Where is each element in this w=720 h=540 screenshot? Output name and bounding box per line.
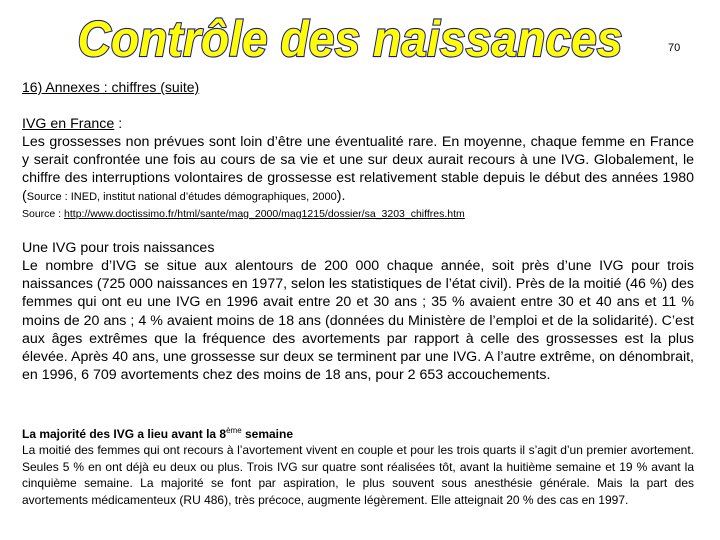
page-number: 70: [668, 42, 681, 54]
ivg-heading: IVG en France: [22, 116, 115, 132]
title-wordart: [60, 6, 640, 68]
section2-heading: Une IVG pour trois naissances: [22, 240, 215, 256]
ivg-body: Les grossesses non prévues sont loin d’être une éventualité rare. En moyenne, chaque femme en France y serait confrontée une fois au cours de sa vie et une sur deux aurait recours à une IVG. Globalement, le chiffre des interruptions volontaires de grossesse est relativement stable depuis le début des années 1980 (: [22, 134, 694, 204]
source-link[interactable]: http://www.doctissimo.fr/html/sante/mag_2000/mag1215/dossier/sa_3203_chiffres.htm: [64, 208, 465, 220]
section3-heading-post: semaine: [241, 427, 294, 441]
section2-paragraph: Le nombre d’IVG se situe aux alentours de 200 000 chaque année, soit près d’une IVG pour trois naissances (725 000 naissances en 1977, selon les statistiques de l’état civil). Près de la moitié (46 %) des femmes qui ont eu une IVG en 1996 avait entre 20 et 30 ans ; 35 % avaient entre 30 et 40 ans et 11 % moins de 20 ans ; 4 % avaient moins de 18 ans (données du Ministère de l’emploi et de la solidarité). C’est aux âges extrêmes que la fréquence des avortements par rapport à celle des grossesses est la plus élevée. Après 40 ans, une grossesse sur deux se terminent par une IVG. A l’autre extrême, on dénombrait, en 1996, 6 709 avortements chez des moins de 18 ans, pour 2 653 accouchements.: [22, 258, 694, 384]
section3-paragraph: La moitié des femmes qui ont recours à l’avortement vivent en couple et pour les trois quarts il s’agit d’un premier avortement. Seules 5 % en ont déjà eu deux ou plus. Trois IVG sur quatre sont réalisées tôt, avant la huitième semaine et 19 % avant la cinquième semaine. La majorité se font par aspiration, le plus souvent sous anesthésie générale. Mais la part des avortements médicamenteux (RU 486), très précoce, augmente légèrement. Elle atteignait 20 % des cas en 1997.: [22, 443, 694, 507]
section-subtitle: 16) Annexes : chiffres (suite): [22, 79, 200, 95]
ivg-paragraph: [22, 115, 694, 206]
ivg-close: ).: [336, 188, 346, 204]
page-title: Contrôle des naissances: [77, 11, 623, 67]
title-banner: [0, 6, 720, 68]
section3-heading-sup: ème: [226, 426, 242, 435]
section3-heading-pre: La majorité des IVG a lieu avant la 8: [22, 427, 227, 441]
section3-heading: [22, 426, 293, 441]
source-prefix: Source :: [22, 208, 65, 220]
ivg-inline-source: Source : INED, institut national d’études démographiques, 2000: [26, 191, 337, 203]
ivg-heading-suffix: :: [114, 116, 123, 132]
source-line: [22, 208, 465, 220]
